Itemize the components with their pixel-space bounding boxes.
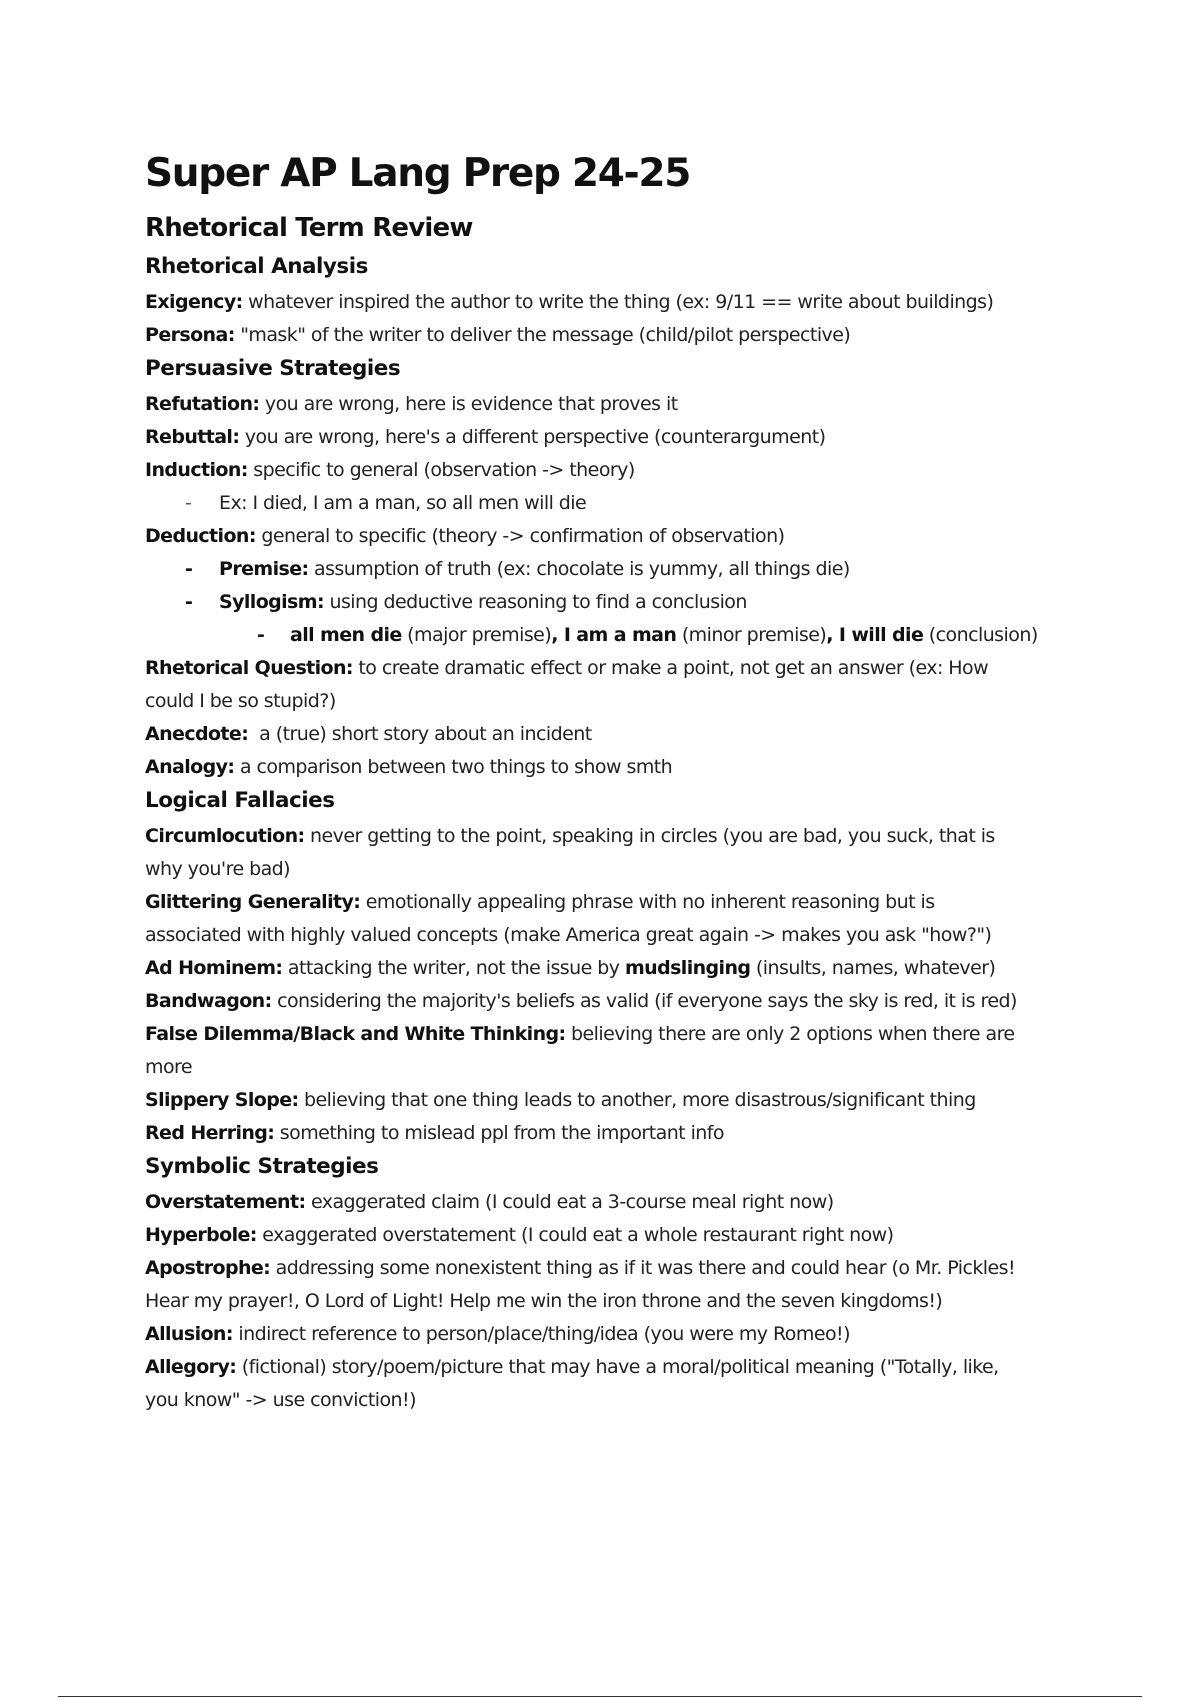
term-definition: never getting to the point, speaking in circles (you are bad, you suck, that is	[304, 825, 995, 847]
term-label: Deduction:	[145, 525, 256, 547]
term-definition: whatever inspired the author to write the thing (ex: 9/11 == write about buildings)	[242, 291, 994, 313]
term-definition: using deductive reasoning to find a conclusion	[323, 591, 747, 613]
term-label: Hyperbole:	[145, 1224, 257, 1246]
term-hyperbole	[145, 1219, 1095, 1252]
term-ad-hominem	[145, 952, 1095, 985]
term-label: Ad Hominem:	[145, 957, 283, 979]
term-definition: indirect reference to person/place/thing/idea (you were my Romeo!)	[232, 1323, 850, 1345]
conclusion: , I will die	[826, 624, 924, 646]
term-induction	[145, 454, 1095, 487]
minor-premise-note: (minor premise)	[676, 624, 827, 646]
term-label: Circumlocution:	[145, 825, 305, 847]
term-definition-cont: (insults, names, whatever)	[750, 957, 996, 979]
term-label: Induction:	[145, 459, 248, 481]
term-apostrophe-cont: Hear my prayer!, O Lord of Light! Help me win the iron throne and the seven kingdoms!)	[145, 1290, 943, 1312]
term-label: Overstatement:	[145, 1191, 306, 1213]
term-bandwagon	[145, 985, 1095, 1018]
term-rebuttal	[145, 421, 1095, 454]
term-label: Apostrophe:	[145, 1257, 271, 1279]
page-bottom-divider	[58, 1696, 1142, 1697]
term-premise	[145, 553, 1095, 586]
term-allegory-cont: you know" -> use conviction!)	[145, 1389, 416, 1411]
term-definition: exaggerated claim (I could eat a 3-course meal right now)	[305, 1191, 834, 1213]
term-label: Allegory:	[145, 1356, 237, 1378]
term-label: Slippery Slope:	[145, 1089, 299, 1111]
major-premise-note: (major premise)	[401, 624, 552, 646]
term-red-herring	[145, 1117, 1095, 1150]
major-premise: all men die	[290, 624, 402, 646]
term-definition: emotionally appealing phrase with no inherent reasoning but is	[360, 891, 935, 913]
term-glittering-generality	[145, 886, 1095, 919]
term-definition: something to mislead ppl from the important info	[274, 1122, 725, 1144]
term-label: Allusion:	[145, 1323, 233, 1345]
term-analogy	[145, 751, 1095, 784]
example-text: Ex: I died, I am a man, so all men will die	[219, 492, 587, 514]
bullet-dash: -	[185, 591, 193, 613]
bullet-content	[187, 586, 747, 619]
term-definition: believing there are only 2 options when there are	[565, 1023, 1015, 1045]
term-circumlocution-cont: why you're bad)	[145, 858, 291, 880]
term-exigency	[145, 286, 1095, 319]
bullet-dash: -	[185, 558, 193, 580]
term-rhetorical-question	[145, 652, 1095, 685]
term-definition: (fictional) story/poem/picture that may have a moral/political meaning ("Totally, like,	[236, 1356, 999, 1378]
term-label: Premise:	[219, 558, 309, 580]
heading-logical-fallacies: Logical Fallacies	[145, 788, 335, 813]
term-definition: specific to general (observation -> theory)	[247, 459, 635, 481]
term-slippery-slope	[145, 1084, 1095, 1117]
term-definition: to create dramatic effect or make a point, not get an answer (ex: How	[352, 657, 989, 679]
term-emphasis: mudslinging	[624, 957, 751, 979]
term-persona	[145, 319, 1095, 352]
bullet-dash: -	[257, 624, 265, 646]
term-definition: exaggerated overstatement (I could eat a whole restaurant right now)	[256, 1224, 894, 1246]
term-label: Bandwagon:	[145, 990, 272, 1012]
term-label: Exigency:	[145, 291, 243, 313]
term-allusion	[145, 1318, 1095, 1351]
minor-premise: , I am a man	[551, 624, 677, 646]
term-label: Rebuttal:	[145, 426, 240, 448]
term-label: Syllogism:	[219, 591, 324, 613]
term-definition: you are wrong, here's a different perspective (counterargument)	[239, 426, 826, 448]
document-page	[145, 150, 1095, 1417]
term-definition: addressing some nonexistent thing as if it was there and could hear (o Mr. Pickles!	[270, 1257, 1016, 1279]
term-refutation	[145, 388, 1095, 421]
term-label: Rhetorical Question:	[145, 657, 353, 679]
term-definition: assumption of truth (ex: chocolate is yummy, all things die)	[308, 558, 850, 580]
term-syllogism	[145, 586, 1095, 619]
term-label: Persona:	[145, 324, 235, 346]
bullet-content	[187, 553, 850, 586]
section-title: Rhetorical Term Review	[145, 213, 473, 243]
term-label: Analogy:	[145, 756, 235, 778]
heading-symbolic-strategies: Symbolic Strategies	[145, 1154, 379, 1179]
term-label: Red Herring:	[145, 1122, 275, 1144]
term-definition: considering the majority's beliefs as valid (if everyone says the sky is red, it is red)	[271, 990, 1017, 1012]
term-label: Glittering Generality:	[145, 891, 361, 913]
term-definition: attacking the writer, not the issue by	[282, 957, 625, 979]
heading-persuasive-strategies: Persuasive Strategies	[145, 356, 401, 381]
term-rhetorical-question-cont: could I be so stupid?)	[145, 690, 336, 712]
conclusion-note: (conclusion)	[923, 624, 1038, 646]
term-definition: "mask" of the writer to deliver the message (child/pilot perspective)	[234, 324, 851, 346]
term-deduction	[145, 520, 1095, 553]
term-overstatement	[145, 1186, 1095, 1219]
bullet-content	[145, 619, 1038, 652]
term-circumlocution	[145, 820, 1095, 853]
term-definition: believing that one thing leads to another, more disastrous/significant thing	[298, 1089, 976, 1111]
term-definition: a comparison between two things to show smth	[234, 756, 673, 778]
term-false-dilemma-cont: more	[145, 1056, 193, 1078]
term-definition: you are wrong, here is evidence that proves it	[259, 393, 678, 415]
term-false-dilemma	[145, 1018, 1095, 1051]
term-definition: a (true) short story about an incident	[248, 723, 592, 745]
term-anecdote	[145, 718, 1095, 751]
term-definition: general to specific (theory -> confirmation of observation)	[255, 525, 785, 547]
term-allegory	[145, 1351, 1095, 1384]
term-label: False Dilemma/Black and White Thinking:	[145, 1023, 566, 1045]
bullet-dash: -	[185, 492, 192, 514]
heading-rhetorical-analysis: Rhetorical Analysis	[145, 254, 368, 279]
syllogism-example	[145, 619, 1095, 652]
document-title: Super AP Lang Prep 24-25	[145, 151, 691, 196]
term-glittering-generality-cont: associated with highly valued concepts (make America great again -> makes you ask "how?")	[145, 924, 992, 946]
term-label: Refutation:	[145, 393, 260, 415]
term-apostrophe	[145, 1252, 1095, 1285]
term-label: Anecdote:	[145, 723, 249, 745]
induction-example	[145, 487, 1095, 520]
